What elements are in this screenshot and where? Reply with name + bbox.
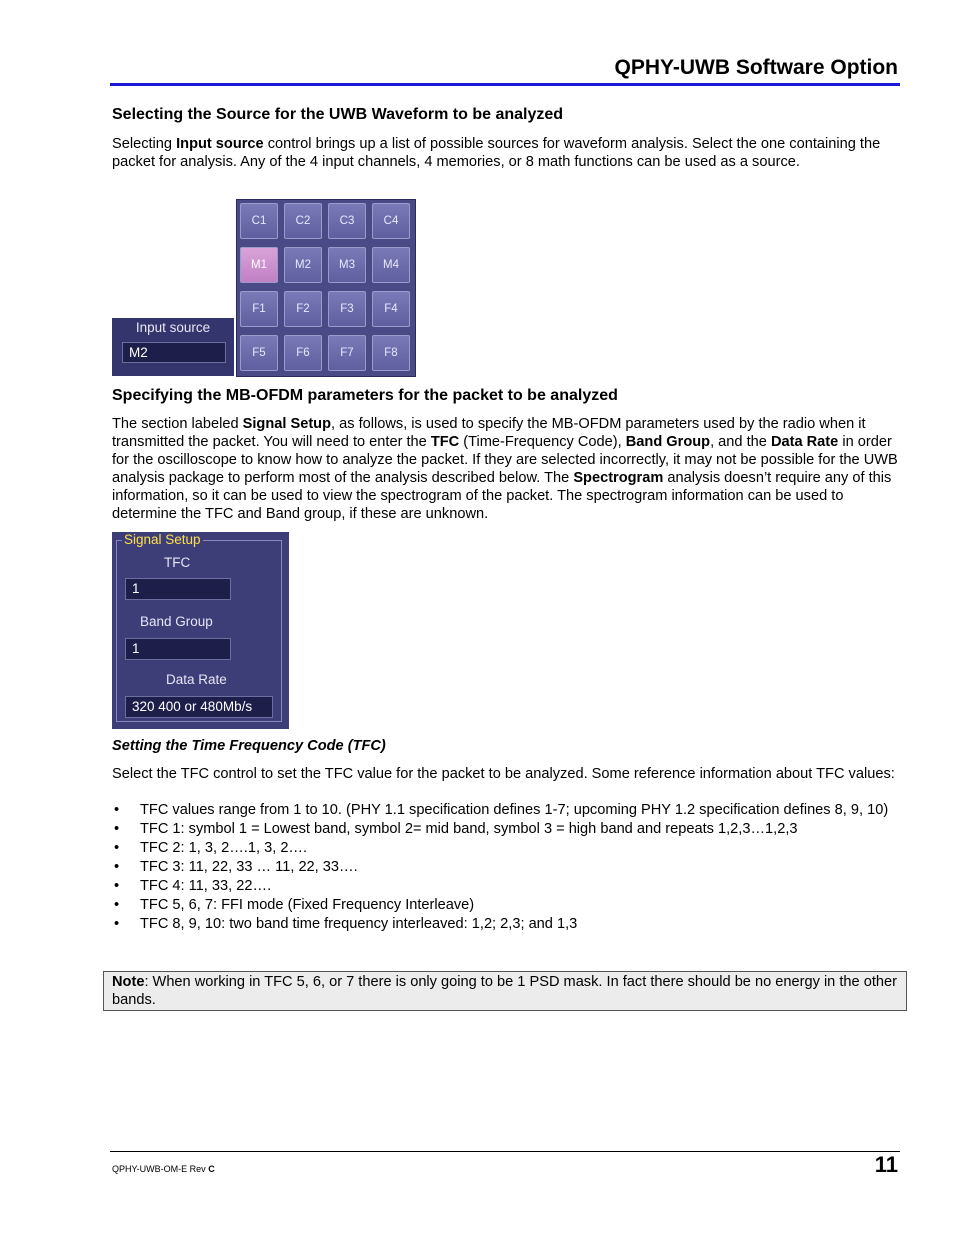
para-bold-text: Signal Setup — [242, 416, 332, 432]
header-rule — [110, 83, 900, 86]
tfc-intro-paragraph: Select the TFC control to set the TFC value for the packet to be analyzed. Some reference information about TFC values: — [112, 766, 895, 782]
input-source-panel — [112, 318, 234, 376]
list-item: • TFC values range from 1 to 10. (PHY 1.1 specification defines 1-7; upcoming PHY 1.2 specification defines 8, 9, 10) — [112, 801, 902, 820]
para-text: (Time-Frequency Code), — [459, 434, 626, 450]
source-button-m2[interactable]: M2 — [284, 247, 322, 283]
para-text: control brings up a list of possible sources for waveform analysis. Select the one containing the packet for analysis. Any of the 4 input channels, 4 memories, or 8 math functions can be used as a source. — [112, 136, 881, 170]
footer-document-id — [112, 1164, 215, 1174]
footer-revision: C — [208, 1164, 215, 1174]
list-item: • TFC 8, 9, 10: two band time frequency interleaved: 1,2; 2,3; and 1,3 — [112, 915, 902, 934]
source-button-m1[interactable]: M1 — [240, 247, 278, 283]
page-header-title: QPHY-UWB Software Option — [614, 56, 898, 79]
para-text: The section labeled — [112, 416, 243, 432]
footer-doc-text: QPHY-UWB-OM-E Rev — [112, 1164, 209, 1174]
footer-rule — [110, 1151, 900, 1152]
data-rate-label: Data Rate — [166, 672, 227, 687]
tfc-field[interactable]: 1 — [125, 578, 231, 600]
source-button-f7[interactable]: F7 — [328, 335, 366, 371]
source-selection-grid — [236, 199, 416, 377]
note-text: : When working in TFC 5, 6, or 7 there is only going to be 1 PSD mask. In fact there should be no energy in the other bands. — [112, 974, 897, 1008]
data-rate-field[interactable]: 320 400 or 480Mb/s — [125, 696, 273, 718]
source-button-c3[interactable]: C3 — [328, 203, 366, 239]
note-label: Note — [112, 974, 145, 990]
para-text: , as follows, is used to specify the MB-OFDM parameters used by the radio when it transmitted the packet. You will need to enter the — [112, 416, 866, 450]
para-text: , and the — [710, 434, 771, 450]
section-heading-source: Selecting the Source for the UWB Waveform to be analyzed — [112, 106, 564, 123]
signal-setup-panel — [112, 532, 289, 729]
source-button-f3[interactable]: F3 — [328, 291, 366, 327]
para-bold-text: Band Group — [625, 434, 711, 450]
source-button-f5[interactable]: F5 — [240, 335, 278, 371]
section-heading-mbofdm: Specifying the MB-OFDM parameters for the packet to be analyzed — [112, 387, 618, 404]
list-item: • TFC 4: 11, 33, 22…. — [112, 877, 902, 896]
tfc-bullet-list — [112, 801, 902, 934]
source-button-f8[interactable]: F8 — [372, 335, 410, 371]
para-text: analysis doesn’t require any of this information, so it can be used to view the spectrogram of the packet. The spectrogram information can be used to determine the TFC and Band group, if these are unknown. — [112, 470, 892, 522]
source-button-c1[interactable]: C1 — [240, 203, 278, 239]
source-button-c2[interactable]: C2 — [284, 203, 322, 239]
source-button-c4[interactable]: C4 — [372, 203, 410, 239]
band-group-field[interactable]: 1 — [125, 638, 231, 660]
para-bold-text: Input source — [176, 136, 264, 152]
signal-setup-frame — [116, 540, 282, 722]
input-source-label: Input source — [135, 320, 211, 335]
para-bold-text: Data Rate — [770, 434, 839, 450]
source-button-f2[interactable]: F2 — [284, 291, 322, 327]
band-group-label: Band Group — [140, 614, 213, 629]
page-number: 11 — [874, 1152, 898, 1177]
para-bold-text: Spectrogram — [573, 470, 664, 486]
note-box — [103, 971, 907, 1011]
section-paragraph-mbofdm — [112, 415, 902, 523]
input-source-field[interactable]: M2 — [122, 342, 226, 363]
section-paragraph-source — [112, 135, 902, 171]
source-button-f4[interactable]: F4 — [372, 291, 410, 327]
source-button-f6[interactable]: F6 — [284, 335, 322, 371]
list-item: • TFC 1: symbol 1 = Lowest band, symbol 2= mid band, symbol 3 = high band and repeats 1,2,3…1,2,3 — [112, 820, 902, 839]
para-text: Selecting — [112, 136, 177, 152]
source-button-m3[interactable]: M3 — [328, 247, 366, 283]
para-bold-text: TFC — [430, 434, 460, 450]
para-text: in order for the oscilloscope to know how to analyze the packet. If they are selected incorrectly, it may not be possible for the UWB analysis package to perform most of the analysis described below. The — [112, 434, 898, 486]
source-button-m4[interactable]: M4 — [372, 247, 410, 283]
list-item: • TFC 2: 1, 3, 2….1, 3, 2…. — [112, 839, 902, 858]
subsection-heading-tfc: Setting the Time Frequency Code (TFC) — [112, 738, 386, 754]
signal-setup-title: Signal Setup — [124, 532, 201, 547]
list-item: • TFC 3: 11, 22, 33 … 11, 22, 33…. — [112, 858, 902, 877]
list-item: • TFC 5, 6, 7: FFI mode (Fixed Frequency Interleave) — [112, 896, 902, 915]
tfc-label: TFC — [164, 555, 191, 570]
source-button-f1[interactable]: F1 — [240, 291, 278, 327]
